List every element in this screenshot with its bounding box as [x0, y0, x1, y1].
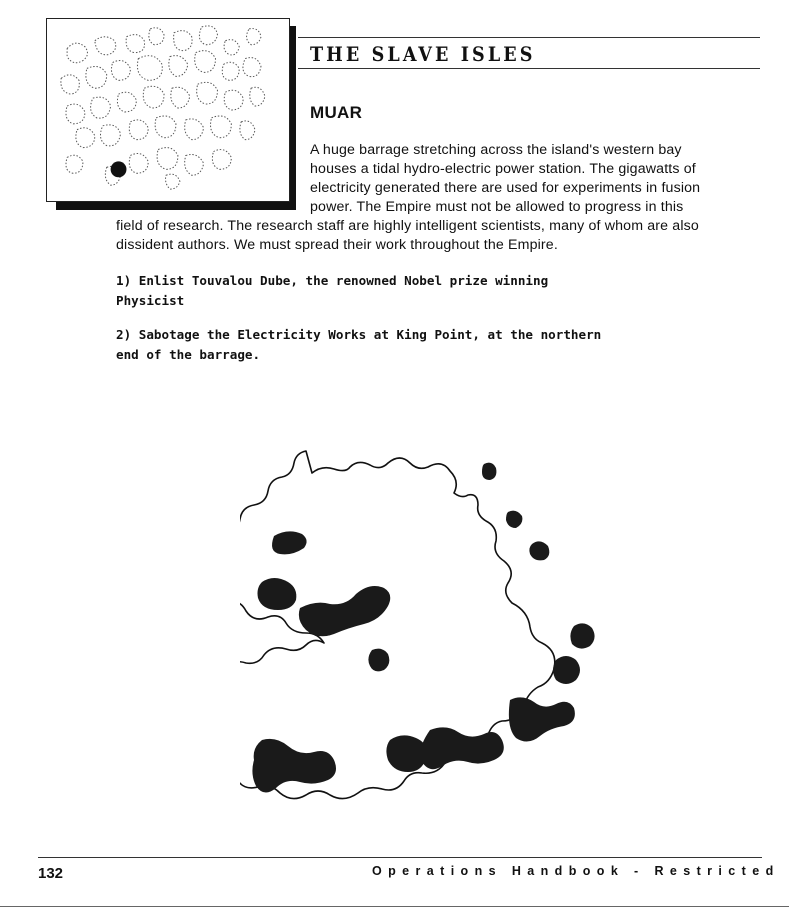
- island-map: [240, 440, 600, 810]
- body-text-line: dissident authors. We must spread their work throughout the Empire.: [116, 237, 558, 253]
- footer-rule-top: [38, 857, 762, 858]
- body-text-line: field of research. The research staff are highly intelligent scientists, many of whom are also: [116, 218, 699, 234]
- location-marker-icon: [111, 161, 127, 177]
- objective-1: 1) Enlist Touvalou Dube, the renowned Nobel prize winning: [116, 273, 549, 288]
- body-text-line: power. The Empire must not be allowed to progress in this: [310, 199, 684, 215]
- page-number: 132: [38, 865, 64, 882]
- header-rule-top: [298, 37, 760, 38]
- body-text-line: houses a tidal hydro-electric power station. The gigawatts of: [310, 161, 696, 177]
- footer-rule-bottom: [0, 906, 789, 907]
- section-title: THE SLAVE ISLES: [310, 42, 536, 66]
- objective-2: 2) Sabotage the Electricity Works at King Point, at the northern: [116, 327, 602, 342]
- location-name: MUAR: [310, 103, 363, 122]
- body-text-line: A huge barrage stretching across the island's western bay: [310, 142, 682, 158]
- overview-map-islands: [47, 19, 289, 201]
- island-outline: [240, 440, 600, 810]
- body-text-line: electricity generated there are used for experiments in fusion: [310, 180, 701, 196]
- overview-map: [46, 18, 290, 202]
- objective-1-continued: Physicist: [116, 293, 185, 308]
- footer-text: Operations Handbook - Restricted: [372, 864, 780, 878]
- objective-2-continued: end of the barrage.: [116, 347, 261, 362]
- header-rule-bottom: [298, 68, 760, 69]
